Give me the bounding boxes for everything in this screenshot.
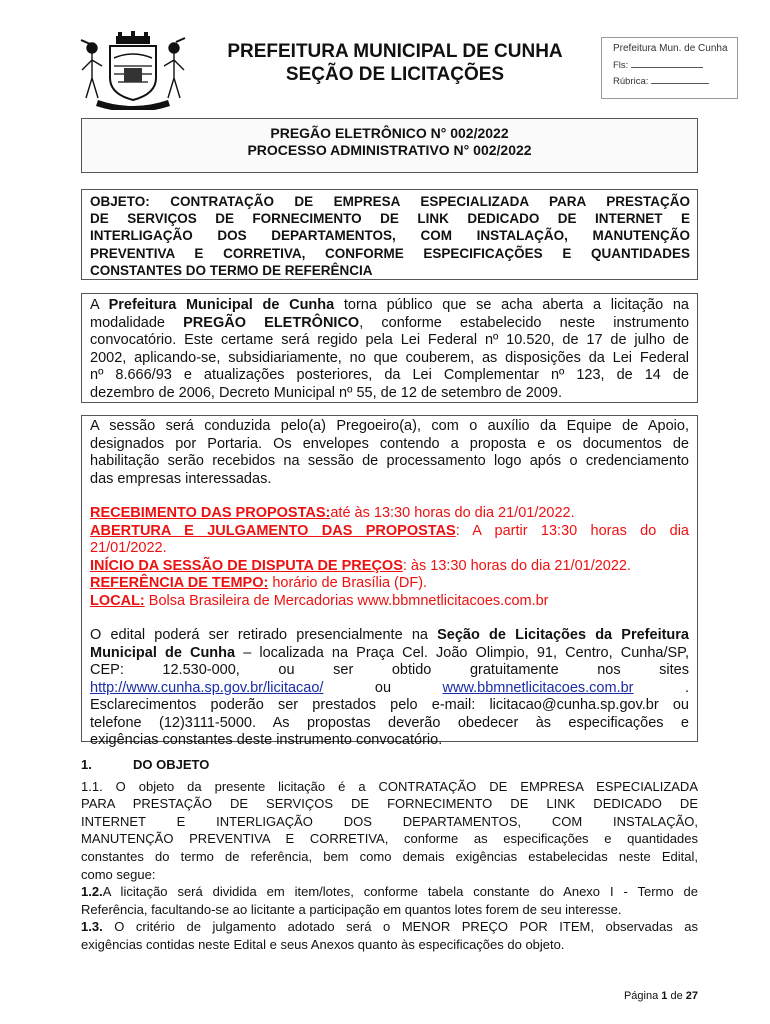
section-line: 1.1. O objeto da presente licitação é a CONTRATAÇÃO DE EMPRESA ESPECIALIZADA [81,778,698,794]
item-1-3 [81,918,698,936]
abertura-label: ABERTURA E JULGAMENTO DAS PROPOSTAS [90,522,456,539]
objeto-line: CONSTANTES DO TERMO DE REFERÊNCIA [90,262,373,278]
text: O edital poderá ser retirado presencialmente na [90,627,438,643]
cunha-licitacao-link[interactable]: http://www.cunha.sp.gov.br/licitacao/ [90,679,324,696]
sessao-line: habilitação serão recebidos na sessão de processamento logo após o credenciamento [90,453,689,469]
intro-line: dezembro de 2006, Decreto Municipal nº 55, de 12 de setembro de 2009. [90,384,563,401]
stamp-rubrica-row [613,76,731,87]
section-line: PARA PRESTAÇÃO DE SERVIÇOS DE FORNECIMENTO DE LINK DEDICADO DE [81,796,698,812]
abertura-julgamento [90,523,689,541]
local [90,593,689,611]
header-line-2: SEÇÃO DE LICITAÇÕES [285,64,505,85]
intro-line: 2002, aplicando-se, subsidiariamente, no que couberem, as disposições da Lei Federal [90,349,689,366]
text: torna público que se acha aberta a licitação na [334,297,689,313]
municipal-crest-logo [78,30,188,110]
objeto-box [81,189,698,280]
item-number: 1.2. [81,884,103,900]
item-1-3-cont: exigências contidas neste Edital e seus Anexos quanto às especificações do objeto. [81,936,565,952]
section-title: DO OBJETO [133,757,210,772]
abertura-text: : A partir 13:30 horas do dia [455,522,689,539]
local-label: LOCAL: [90,592,145,609]
section-line: MANUTENÇÃO PREVENTIVA E CORRETIVA, conforme as especificações e quantidades [81,831,698,847]
municipal-cunha-bold: Municipal de Cunha [90,644,236,661]
stamp-rubrica-label: Rúbrica: [613,76,649,87]
stamp-fls-label: Fls: [613,60,629,71]
intro-line [90,297,689,315]
text: Página [623,990,662,1002]
section-line: constantes do termo de referência, bem como demais exigências estabelecidas neste Edital, [81,848,698,864]
sessao-line: A sessão será conduzida pelo(a) Pregoeiro(a), com o auxílio da Equipe de Apoio, [90,418,689,434]
section-line: como segue: [81,866,156,882]
page-number [560,990,698,1002]
intro-box [81,293,698,403]
edital-line [90,627,689,645]
pregao-box [81,118,698,173]
text: de [667,990,686,1002]
stamp-prefeitura: Prefeitura Mun. de Cunha [613,43,728,54]
page-stamp-box [601,37,738,99]
edital-line [90,645,689,663]
text: . [684,679,689,696]
edital-links-line [90,680,689,698]
intro-line [90,315,689,333]
item-1-2 [81,883,698,901]
recebimento-propostas [90,505,689,523]
text: , conforme estabelecido neste instrumento [359,314,690,331]
recebimento-label: RECEBIMENTO DAS PROPOSTAS: [90,505,331,521]
section-heading [81,756,698,774]
esclarecimentos-line: exigências constantes deste instrumento convocatório. [90,732,443,748]
text: A [90,297,109,313]
inicio-text: : às 13:30 horas do dia 21/01/2022. [402,557,632,574]
abertura-date: 21/01/2022. [90,540,167,556]
section-line: INTERNET E INTERLIGAÇÃO DOS DEPARTAMENTOS, COM INSTALAÇÃO, [81,813,698,829]
item-1-2-cont: Referência, facultando-se ao licitante a participação em quantos lotes forem de seu interesse. [81,901,622,917]
recebimento-text: até às 13:30 horas do dia 21/01/2022. [330,505,575,521]
referencia-tempo [90,575,689,593]
objeto-line: DE SERVIÇOS DE FORNECIMENTO DE LINK DEDICADO DE INTERNET E [90,211,690,227]
prefeitura-bold: Prefeitura Municipal de Cunha [108,297,335,313]
total-pages: 27 [685,990,698,1002]
edital-cep-line: CEP: 12.530-000, ou ser obtido gratuitamente nos sites [90,662,689,678]
pregao-title: PREGÃO ELETRÔNICO N° 002/2022 [270,125,509,141]
inicio-label: INÍCIO DA SESSÃO DE DISPUTA DE PREÇOS [90,557,403,574]
esclarecimentos-line: Esclarecimentos poderão ser prestados pelo e-mail: licitacao@cunha.sp.gov.br ou [90,697,689,713]
referencia-label: REFERÊNCIA DE TEMPO: [90,575,269,591]
current-page: 1 [661,990,668,1002]
section-number: 1. [81,757,92,772]
processo-title: PROCESSO ADMINISTRATIVO N° 002/2022 [247,142,532,158]
stamp-fls-line [631,67,703,68]
section-do-objeto [81,756,698,954]
document-header-title [200,40,590,86]
header-line-1: PREFEITURA MUNICIPAL DE CUNHA [227,41,563,62]
pregao-eletronico-bold: PREGÃO ELETRÔNICO [183,314,360,331]
objeto-line: OBJETO: CONTRATAÇÃO DE EMPRESA ESPECIALIZADA PARA PRESTAÇÃO [90,194,690,209]
item-number: 1.3. [81,919,103,935]
intro-line: convocatório. Este certame será regido pela Lei Federal nº 10.520, de 17 de julho de [90,332,689,348]
text: O critério de julgamento adotado será o MENOR PREÇO POR ITEM, observadas as [102,919,698,935]
referencia-text: horário de Brasília (DF). [268,575,428,591]
inicio-sessao [90,558,689,576]
esclarecimentos-line: telefone (12)3111-5000. As propostas deverão obedecer às especificações e [90,714,689,731]
stamp-rubrica-line [651,83,709,84]
text: – localizada na Praça Cel. João Olimpio, 91, Centro, Cunha/SP, [235,644,689,661]
secao-licitacoes-bold: Seção de Licitações da Prefeitura [437,627,689,643]
bbmnet-link[interactable]: www.bbmnetlicitacoes.com.br [442,679,634,696]
text: ou [374,679,392,696]
stamp-fls-row [613,60,731,71]
objeto-line: INTERLIGAÇÃO DOS DEPARTAMENTOS, COM INSTALAÇÃO, MANUTENÇÃO [90,228,690,244]
sessao-line: das empresas interessadas. [90,470,272,487]
text: A licitação será dividida em item/lotes, conforme tabela constante do Anexo I - Termo de [102,884,698,900]
sessao-box [81,415,698,748]
text: modalidade [90,314,184,331]
objeto-line: PREVENTIVA E CORRETIVA, CONFORME ESPECIFICAÇÕES E QUANTIDADES [90,245,690,261]
intro-line: nº 8.666/93 e atualizações posteriores, da Lei Complementar nº 123, de 14 de [90,367,689,383]
sessao-line: designados por Portaria. Os envelopes contendo a proposta e os documentos de [90,435,689,452]
local-text: Bolsa Brasileira de Mercadorias www.bbmnetlicitacoes.com.br [144,592,549,609]
